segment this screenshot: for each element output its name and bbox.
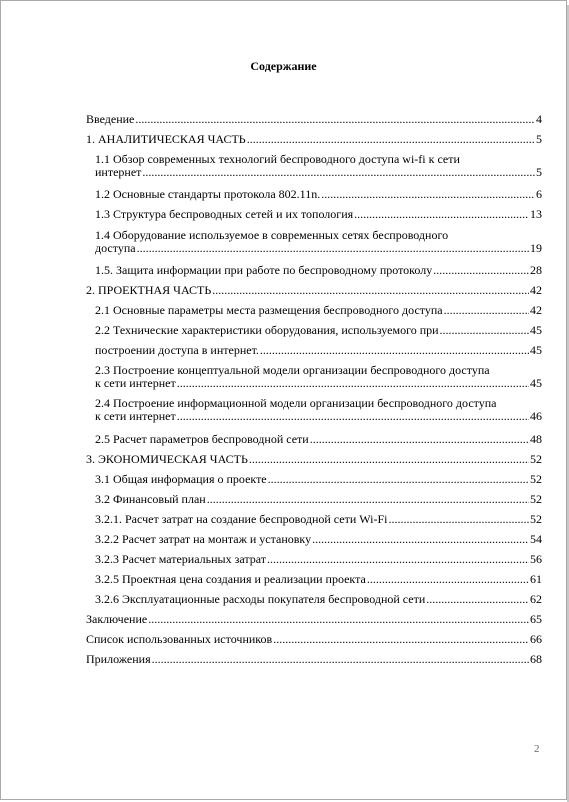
toc-leader-dots bbox=[440, 324, 529, 337]
toc-entry-text: Введение bbox=[86, 112, 135, 126]
toc-page-number: 52 bbox=[530, 472, 542, 486]
toc-entry-text-line1: 2.3 Построение концептуальной модели организации беспроводного доступа bbox=[95, 364, 490, 377]
toc-entry-3-2-6[interactable] bbox=[95, 593, 542, 606]
toc-entry-1-3[interactable] bbox=[95, 208, 542, 221]
toc-leader-dots bbox=[135, 113, 535, 126]
toc-entry-text: 1.2 Основные стандарты протокола 802.11n. bbox=[95, 187, 321, 201]
toc-leader-dots bbox=[177, 377, 529, 390]
toc-entry-text: интернет bbox=[95, 165, 142, 179]
toc-page-number: 45 bbox=[530, 376, 542, 390]
toc-leader-dots bbox=[212, 284, 529, 297]
toc-leader-dots bbox=[267, 553, 529, 566]
toc-entry-text: Список использованных источников bbox=[86, 632, 273, 646]
toc-page-number: 42 bbox=[530, 303, 542, 317]
toc-leader-dots bbox=[273, 633, 529, 646]
toc-entry-text: 3.2.6 Эксплуатационные расходы покупателя беспроводной сети bbox=[95, 592, 426, 606]
toc-leader-dots bbox=[249, 453, 529, 466]
toc-entry-2-4[interactable] bbox=[95, 397, 542, 423]
toc-page-number: 68 bbox=[530, 652, 542, 666]
toc-leader-dots bbox=[426, 593, 529, 606]
toc-entry-text: 3. ЭКОНОМИЧЕСКАЯ ЧАСТЬ bbox=[86, 452, 248, 466]
toc-page-number: 5 bbox=[536, 165, 542, 179]
toc-entry-text: 3.2.1. Расчет затрат на создание беспроводной сети Wi-Fi bbox=[95, 512, 388, 526]
toc-entry-part-1[interactable] bbox=[86, 133, 542, 146]
toc-leader-dots bbox=[142, 166, 535, 179]
toc-leader-dots bbox=[247, 133, 535, 146]
toc-entry-text: 3.2.2 Расчет затрат на монтаж и установку bbox=[95, 532, 312, 546]
toc-entry-3-2-1[interactable] bbox=[95, 513, 542, 526]
toc-entry-text: 1.3 Структура беспроводных сетей и их топология bbox=[95, 207, 354, 221]
toc-entry-text: 2.5 Расчет параметров беспроводной сети bbox=[95, 432, 309, 446]
toc-leader-dots bbox=[177, 410, 529, 423]
toc-entry-2-5[interactable] bbox=[95, 433, 542, 446]
toc-entry-conclusion[interactable] bbox=[86, 613, 542, 626]
toc-entry-1-2[interactable] bbox=[95, 188, 542, 201]
toc-entry-text: 1. АНАЛИТИЧЕСКАЯ ЧАСТЬ bbox=[86, 132, 246, 146]
toc-entry-part-2[interactable] bbox=[86, 284, 542, 297]
toc-leader-dots bbox=[152, 653, 529, 666]
toc-entry-text: Заключение bbox=[86, 612, 148, 626]
toc-entry-text: построении доступа в интернет. bbox=[95, 343, 259, 357]
toc-entry-text: 2. ПРОЕКТНАЯ ЧАСТЬ bbox=[86, 283, 212, 297]
toc-page-number: 65 bbox=[530, 612, 542, 626]
toc-entry-2-2-cont[interactable] bbox=[95, 344, 542, 357]
toc-page-number: 42 bbox=[530, 283, 542, 297]
toc-leader-dots bbox=[354, 208, 529, 221]
toc-entry-text: 3.2.5 Проектная цена создания и реализации проекта bbox=[95, 572, 366, 586]
toc-leader-dots bbox=[268, 473, 529, 486]
toc-entry-3-1[interactable] bbox=[95, 473, 542, 486]
toc-leader-dots bbox=[367, 573, 529, 586]
toc-entry-text: 3.2 Финансовый план bbox=[95, 492, 206, 506]
toc-page-number: 5 bbox=[536, 132, 542, 146]
toc-entry-3-2[interactable] bbox=[95, 493, 542, 506]
toc-entry-1-1[interactable] bbox=[95, 153, 542, 179]
toc-entry-text: 2.1 Основные параметры места размещения беспроводного доступа bbox=[95, 303, 443, 317]
toc-leader-dots bbox=[388, 513, 529, 526]
toc-page-number: 46 bbox=[530, 409, 542, 423]
toc-entry-references[interactable] bbox=[86, 633, 542, 646]
toc-page-number: 4 bbox=[536, 112, 542, 126]
page-number: 2 bbox=[534, 743, 540, 755]
toc-leader-dots bbox=[444, 304, 529, 317]
toc-page-number: 61 bbox=[530, 572, 542, 586]
toc-leader-dots bbox=[137, 242, 529, 255]
toc-page-number: 6 bbox=[536, 187, 542, 201]
toc-entry-text: 3.2.3 Расчет материальных затрат bbox=[95, 552, 266, 566]
toc-leader-dots bbox=[148, 613, 529, 626]
toc-page-number: 52 bbox=[530, 492, 542, 506]
toc-entry-3-2-5[interactable] bbox=[95, 573, 542, 586]
toc-page-number: 54 bbox=[530, 532, 542, 546]
toc-leader-dots bbox=[260, 344, 529, 357]
toc-entry-2-3[interactable] bbox=[95, 364, 542, 390]
toc-page-number: 62 bbox=[530, 592, 542, 606]
toc-entry-2-2[interactable] bbox=[95, 324, 542, 337]
toc-entry-text: к сети интернет bbox=[95, 376, 176, 390]
toc-page-number: 52 bbox=[530, 512, 542, 526]
toc-page-number: 13 bbox=[530, 207, 542, 221]
toc-page-number: 66 bbox=[530, 632, 542, 646]
toc-entry-introduction[interactable] bbox=[86, 113, 542, 126]
toc-leader-dots bbox=[310, 433, 529, 446]
toc-entry-1-4[interactable] bbox=[95, 229, 542, 255]
toc-entry-text: доступа bbox=[95, 241, 136, 255]
toc-entry-1-5[interactable] bbox=[95, 264, 542, 277]
toc-entry-2-1[interactable] bbox=[95, 304, 542, 317]
toc-entry-text-line1: 1.4 Оборудование используемое в современных сетях беспроводного bbox=[95, 229, 449, 242]
toc-page-number: 48 bbox=[530, 432, 542, 446]
toc-entry-text: Приложения bbox=[86, 652, 151, 666]
toc-entry-appendices[interactable] bbox=[86, 653, 542, 666]
toc-entry-text-line1: 1.1 Обзор современных технологий беспроводного доступа wi-fi к сети bbox=[95, 153, 460, 166]
toc-entry-3-2-2[interactable] bbox=[95, 533, 542, 546]
toc-page-number: 56 bbox=[530, 552, 542, 566]
toc-entry-3-2-3[interactable] bbox=[95, 553, 542, 566]
toc-page-number: 28 bbox=[530, 263, 542, 277]
toc-entry-text-line1: 2.4 Построение информационной модели организации беспроводного доступа bbox=[95, 397, 497, 410]
toc-entry-text: 1.5. Защита информации при работе по беспроводному протоколу bbox=[95, 263, 433, 277]
toc-page-number: 45 bbox=[530, 323, 542, 337]
page-title: Содержание bbox=[250, 59, 317, 73]
toc-leader-dots bbox=[321, 188, 535, 201]
toc-page-number: 45 bbox=[530, 343, 542, 357]
toc-entry-text: 3.1 Общая информация о проекте bbox=[95, 472, 267, 486]
toc-entry-part-3[interactable] bbox=[86, 453, 542, 466]
toc-leader-dots bbox=[207, 493, 529, 506]
toc-entry-text: к сети интернет bbox=[95, 409, 176, 423]
toc-entry-text: 2.2 Технические характеристики оборудования, используемого при bbox=[95, 323, 439, 337]
toc-page-number: 19 bbox=[530, 241, 542, 255]
toc-leader-dots bbox=[312, 533, 529, 546]
toc-page-number: 52 bbox=[530, 452, 542, 466]
toc-leader-dots bbox=[433, 264, 529, 277]
